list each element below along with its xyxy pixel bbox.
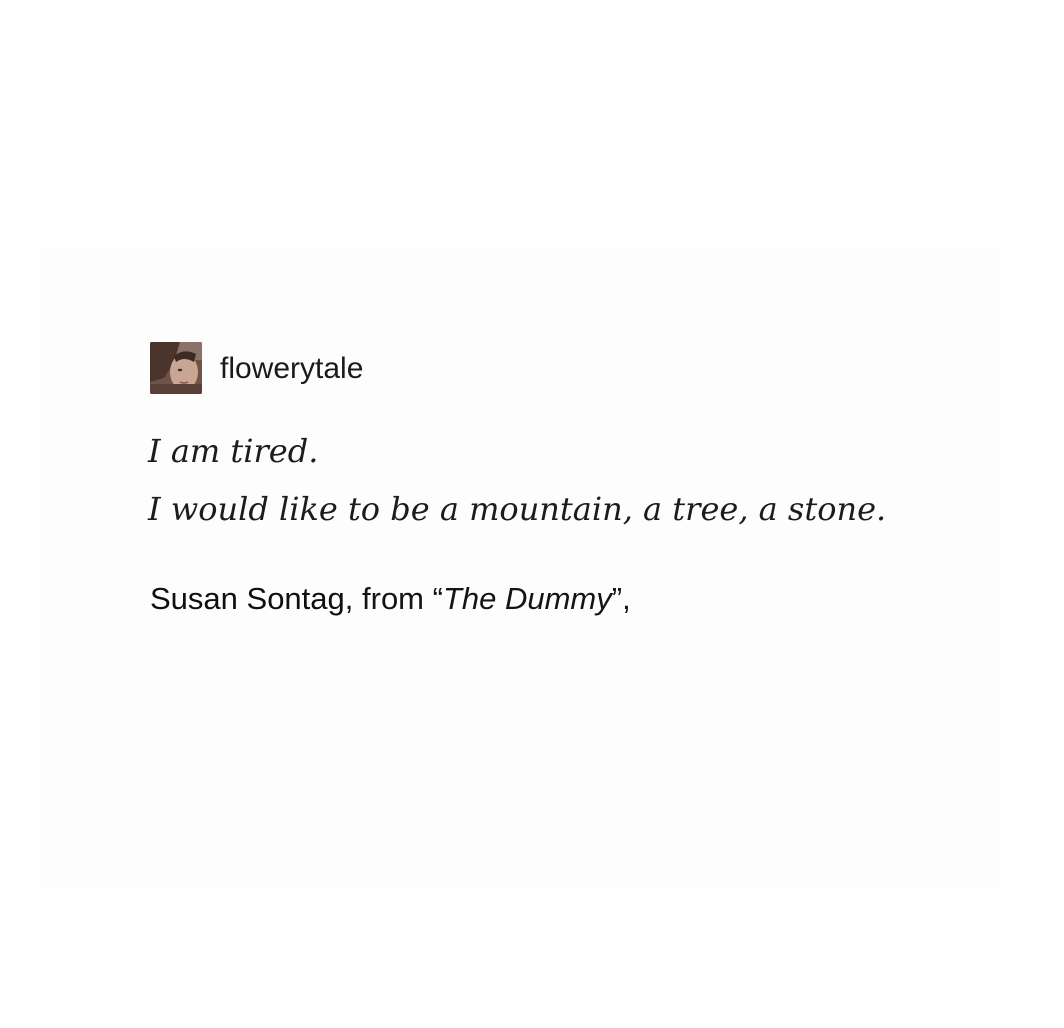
author-name: Susan Sontag — [150, 581, 345, 616]
attribution — [150, 577, 631, 621]
attribution-from: from — [353, 581, 433, 616]
open-quote: “ — [432, 581, 443, 616]
avatar[interactable] — [150, 342, 202, 394]
work-title: The Dummy — [442, 581, 612, 616]
attribution-separator: , — [344, 581, 354, 616]
quote-line: I would like to be a mountain, a tree, a stone. — [148, 490, 887, 528]
quote-line: I am tired. — [148, 432, 319, 470]
username[interactable]: flowerytale — [220, 352, 364, 385]
quote-text — [148, 422, 886, 538]
person-photo-icon — [150, 342, 202, 394]
close-quote: ”, — [611, 581, 631, 616]
post-header — [150, 342, 363, 394]
